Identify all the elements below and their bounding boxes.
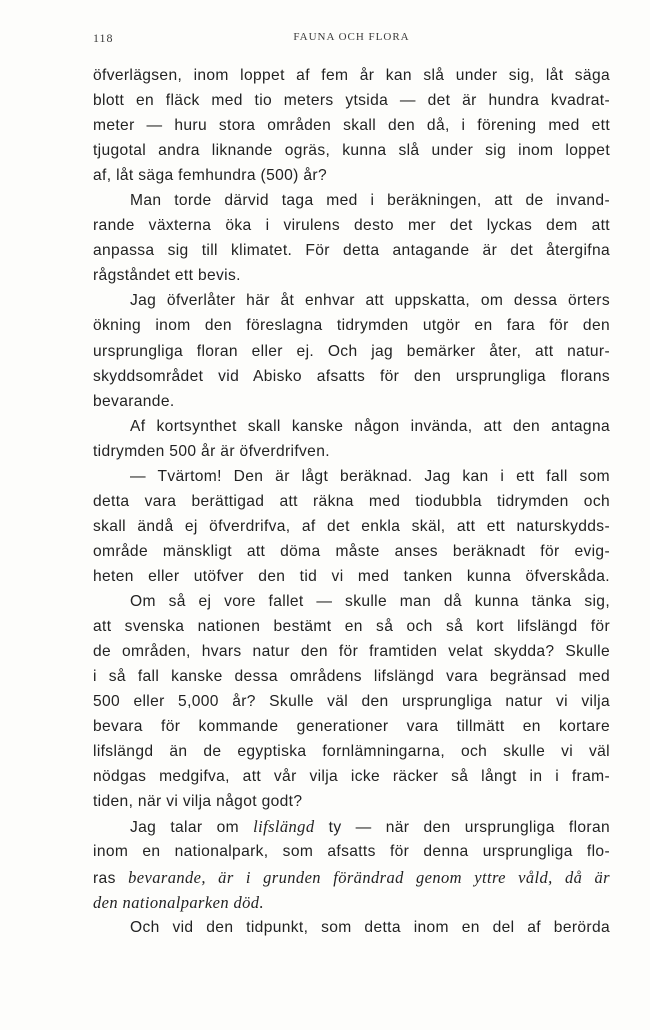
text-segment: ras — [93, 869, 129, 887]
text-line: Jag öfverlåter här åt enhvar att uppskatta, om dessa örters — [130, 292, 610, 310]
text-line: meter — huru stora områden skall den då, i förening med ett — [93, 117, 610, 135]
text-line-italic — [93, 890, 610, 915]
text-line: heten eller utöfver den tid vi med tanken kunna öfverskåda. — [93, 567, 610, 585]
text-line: Om så ej vore fallet — skulle man då kunna tänka sig, — [130, 592, 610, 610]
text-line: rande växterna öka i virulens desto mer det lyckas dem att — [93, 217, 610, 235]
text-line: i så fall kanske dessa områdens lifslängd vara begränsad med — [93, 668, 610, 686]
text-line: anpassa sig till klimatet. För detta antagande är det återgifna — [93, 242, 610, 260]
text-line: öfverlägsen, inom loppet af fem år kan slå under sig, låt säga — [93, 67, 610, 84]
page-number: 118 — [93, 31, 114, 45]
text-line: skall ändå ej öfverdrifva, af det enkla skäl, att ett naturskydds- — [93, 517, 610, 535]
text-line-mixed — [93, 865, 610, 890]
text-line: de områden, hvars natur den för framtiden velat skydda? Skulle — [93, 643, 610, 661]
running-title: FAUNA OCH FLORA — [293, 31, 410, 43]
text-line: ökning inom den föreslagna tidrymden utgör en fara för den — [93, 317, 610, 335]
italic-segment: lifslängd — [253, 817, 315, 837]
text-segment: Jag talar om — [130, 819, 254, 837]
text-line: 500 eller 5,000 år? Skulle väl den ursprungliga natur vi vilja — [93, 693, 610, 711]
text-line: att svenska nationen bestämt en så och så kort lifslängd för — [93, 618, 610, 636]
text-line: skyddsområdet vid Abisko afsatts för den ursprungliga florans — [93, 367, 610, 385]
italic-segment: bevarande, är i grunden förändrad genom yttre våld, då är — [128, 867, 610, 887]
text-line: af, låt säga femhundra (500) år? — [93, 167, 327, 185]
text-line: inom en nationalpark, som afsatts för denna ursprungliga flo- — [93, 843, 610, 861]
text-line: bevara för kommande generationer vara tillmätt en kortare — [93, 718, 610, 736]
text-segment: ty — när den ursprungliga floran — [314, 819, 610, 837]
text-line: blott en fläck med tio meters ytsida — det är hundra kvadrat- — [93, 92, 610, 110]
text-line: Man torde därvid taga med i beräkningen, att de invand- — [130, 192, 610, 210]
text-line: detta vara berättigad att räkna med tiodubbla tidrymden och — [93, 492, 610, 510]
text-line: Och vid den tidpunkt, som detta inom en del af berörda — [130, 918, 610, 936]
text-line: område mänskligt att döma måste anses beräknadt för evig- — [93, 542, 610, 560]
text-line: rågståndet ett bevis. — [93, 267, 241, 285]
text-line: tiden, när vi vilja något godt? — [93, 793, 303, 811]
body-text — [93, 63, 610, 940]
text-line: tidrymden 500 år är öfverdrifven. — [93, 442, 330, 460]
italic-segment: den nationalparken död. — [93, 892, 264, 912]
text-line-mixed — [93, 814, 610, 839]
text-line: Af kortsynthet skall kanske någon invända, att den antagna — [130, 417, 610, 435]
text-line: lifslängd än de egyptiska fornlämningarna, och skulle vi väl — [93, 743, 610, 761]
text-line: bevarande. — [93, 392, 175, 410]
text-line: — Tvärtom! Den är lågt beräknad. Jag kan i ett fall som — [130, 467, 610, 485]
page-header — [93, 31, 610, 49]
text-line: ursprungliga floran eller ej. Och jag bemärker åter, att natur- — [93, 342, 610, 360]
text-line: tjugotal andra liknande ogräs, kunna slå under sig inom loppet — [93, 142, 610, 160]
text-line: nödgas medgifva, att vår vilja icke räcker så långt in i fram- — [93, 768, 610, 786]
